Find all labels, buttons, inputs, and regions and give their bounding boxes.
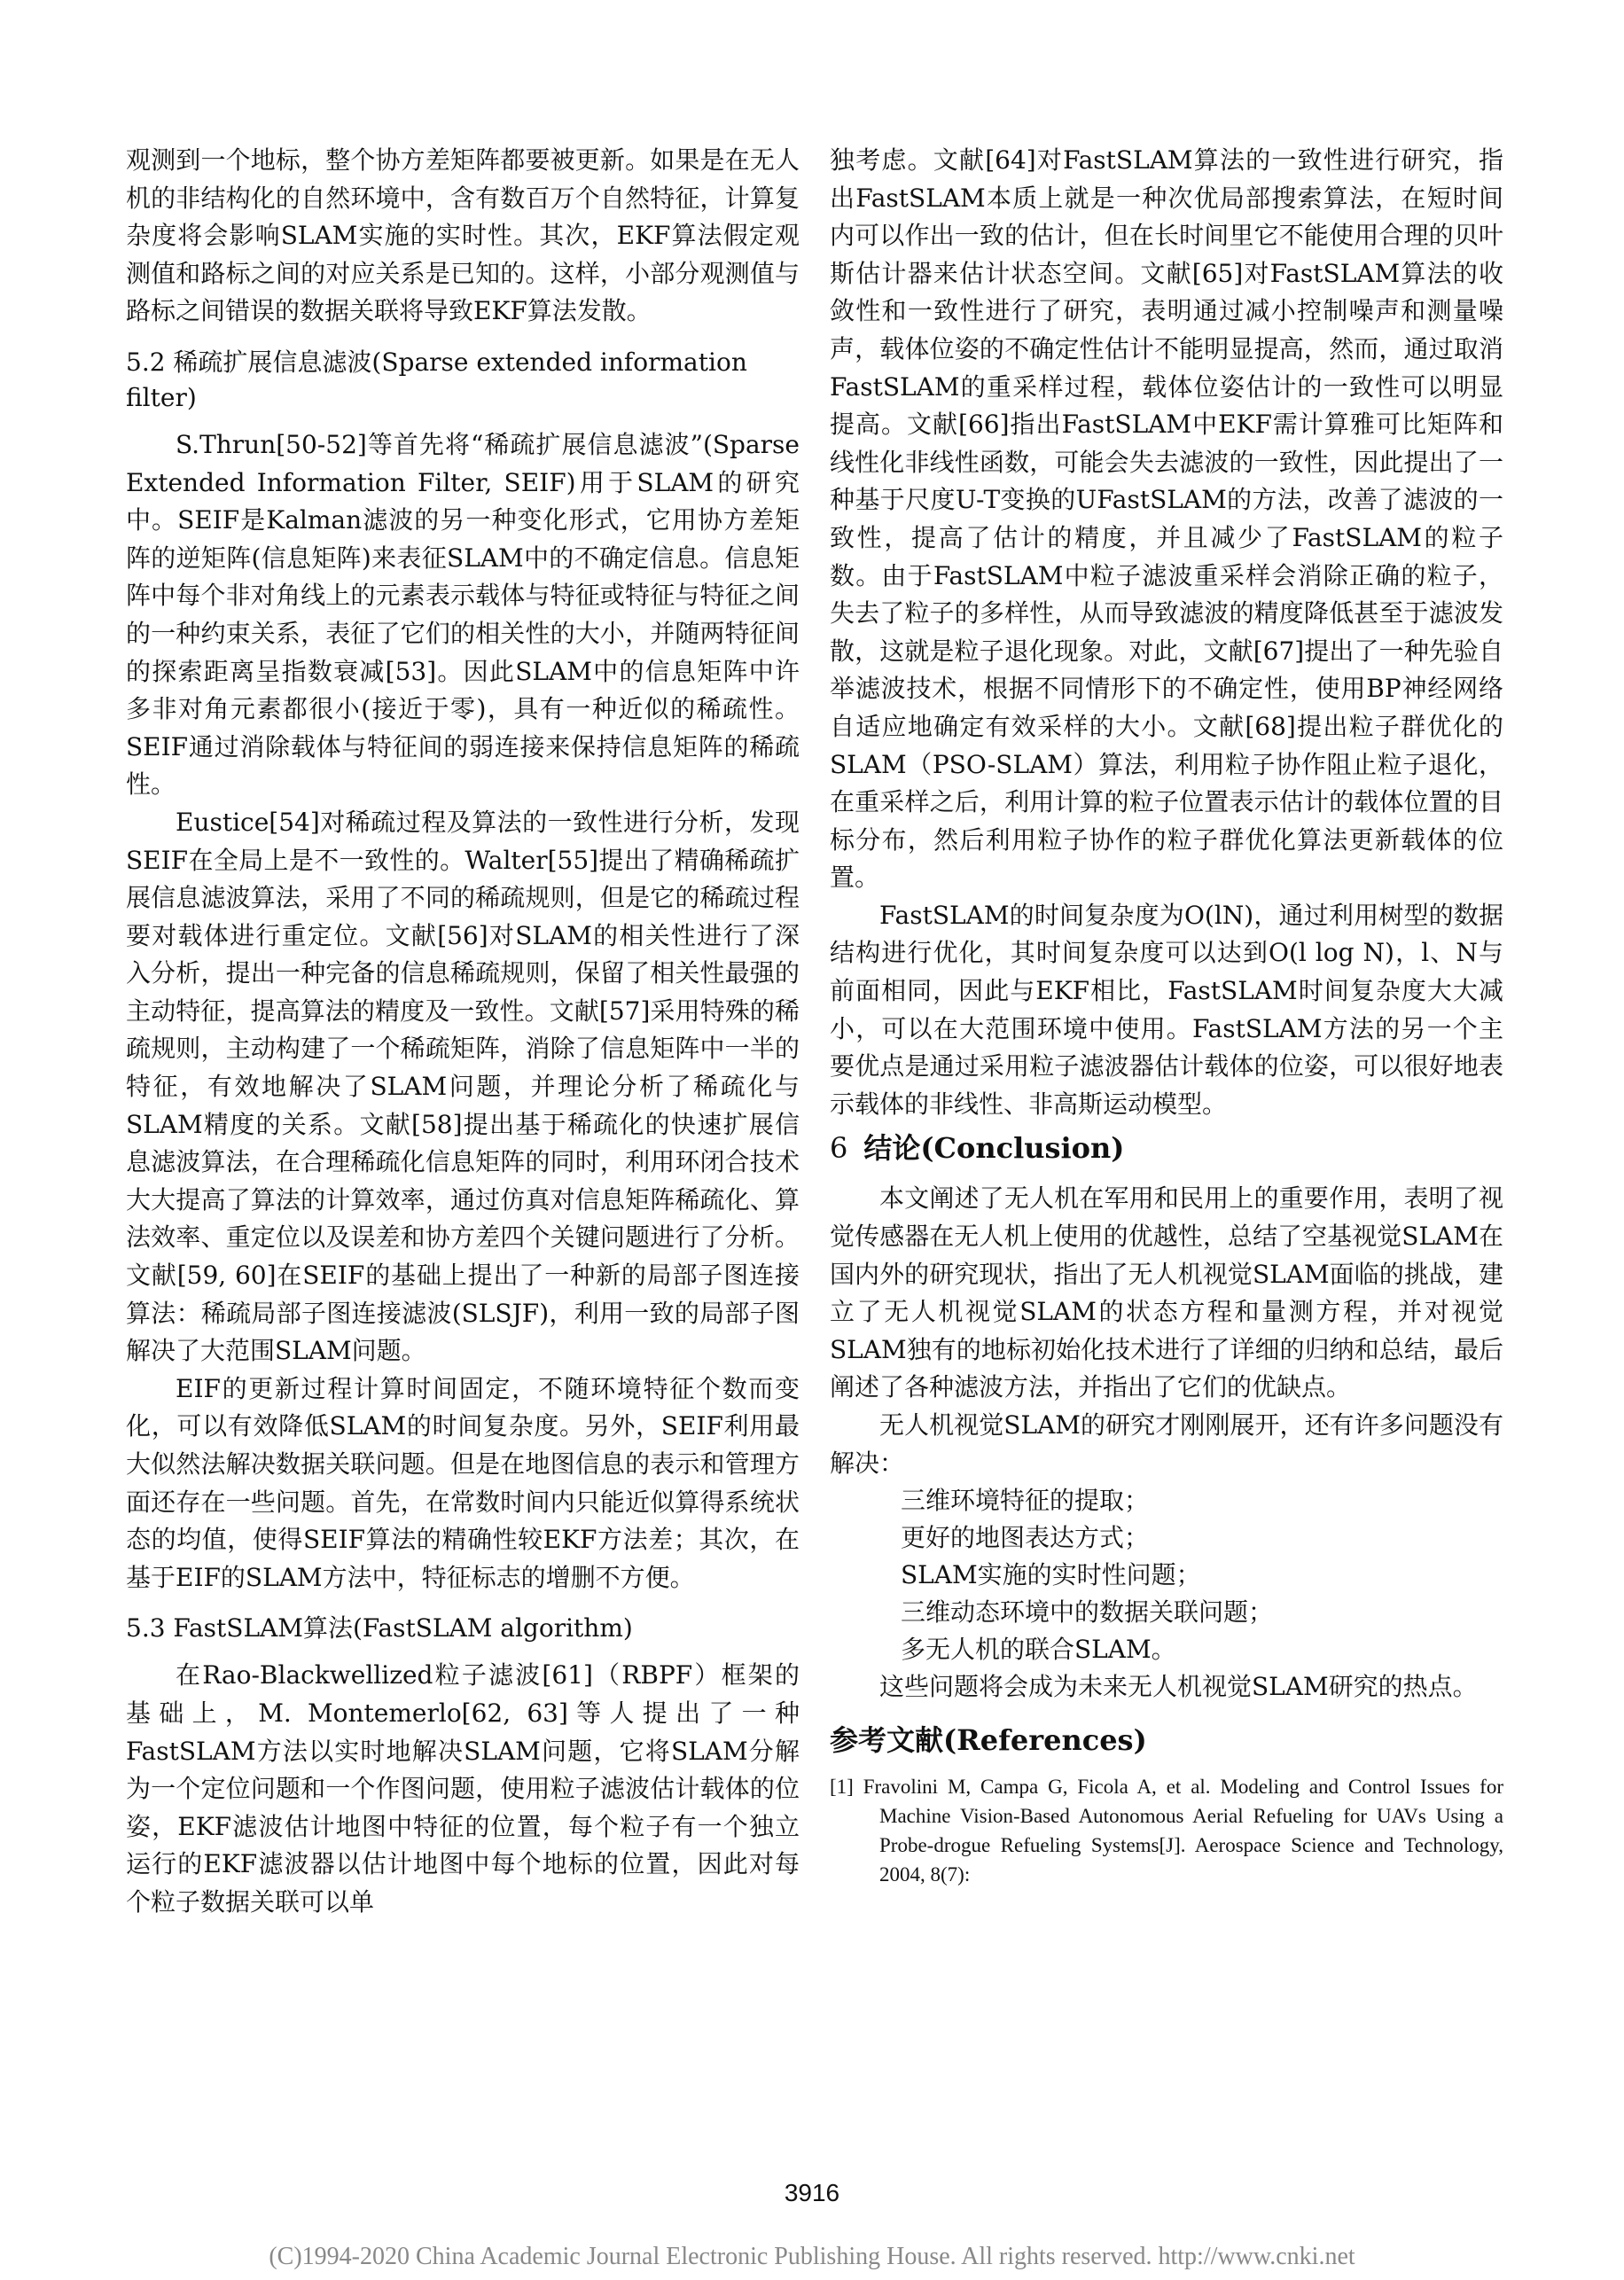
paragraph: FastSLAM的时间复杂度为O(lN)，通过利用树型的数据结构进行优化，其时间复杂度可以达到O(l log N)，l、N与前面相同，因此与EKF相比，FastSLAM时间复杂度大大减小，可以在大范围环境中使用。FastSLAM方法的另一个主要优点是通过采用粒子滤波器估计载体的位姿，可以很好地表示载体的非线性、非高斯运动模型。 [830,900,1503,1119]
paragraph: 观测到一个地标，整个协方差矩阵都要被更新。如果是在无人机的非结构化的自然环境中，含有数百万个自然特征，计算复杂度将会影响SLAM实施的实时性。其次，EKF算法假定观测值和路标之间的对应关系是已知的。这样，小部分观测值与路标之间错误的数据关联将导致EKF算法发散。 [126,145,800,326]
paragraph: 本文阐述了无人机在军用和民用上的重要作用，表明了视觉传感器在无人机上使用的优越性，总结了空基视觉SLAM在国内外的研究现状，指出了无人机视觉SLAM面临的挑战，建立了无人机视觉SLAM的状态方程和量测方程，并对视觉SLAM独有的地标初始化技术进行了详细的归纳和总结，最后阐述了各种滤波方法，并指出了它们的优缺点。 [830,1183,1503,1402]
paragraph: EIF的更新过程计算时间固定，不随环境特征个数而变化，可以有效降低SLAM的时间复杂度。另外，SEIF利用最大似然法解决数据关联问题。但是在地图信息的表示和管理方面还存在一些问题。首先，在常数时间内只能近似算得系统状态的均值，使得SEIF算法的精确性较EKF方法差；其次，在基于EIF的SLAM方法中，特征标志的增删不方便。 [126,1373,800,1592]
paragraph: 在Rao-Blackwellized粒子滤波[61]（RBPF）框架的基础上，M. Montemerlo[62, 63]等人提出了一种FastSLAM方法以实时地解决SLAM问题，它将SLAM分解为一个定位问题和一个作图问题，使用粒子滤波估计载体的位姿，EKF滤波估计地图中特征的位置，每个粒子有一个独立运行的EKF滤波器以估计地图中每个地标的位置，因此对每个粒子数据关联可以单 [126,1660,800,1917]
section-heading-6 [830,1128,1503,1167]
paragraph: Eustice[54]对稀疏过程及算法的一致性进行分析，发现SEIF在全局上是不一致性的。Walter[55]提出了精确稀疏扩展信息滤波算法，采用了不同的稀疏规则，但是它的稀疏过程要对载体进行重定位。文献[56]对SLAM的相关性进行了深入分析，提出一种完备的信息稀疏规则，保留了相关性最强的主动特征，提高算法的精度及一致性。文献[57]采用特殊的稀疏规则，主动构建了一个稀疏矩阵，消除了信息矩阵中一半的特征，有效地解决了SLAM问题，并理论分析了稀疏化与SLAM精度的关系。文献[58]提出基于稀疏化的快速扩展信息滤波算法，在合理稀疏化信息矩阵的同时，利用环闭合技术大大提高了算法的计算效率，通过仿真对信息矩阵稀疏化、算法效率、重定位以及误差和协方差四个关键问题进行了分析。文献[59, 60]在SEIF的基础上提出了一种新的局部子图连接算法：稀疏局部子图连接滤波(SLSJF)，利用一致的局部子图解决了大范围SLAM问题。 [126,807,800,1366]
open-problems-list [830,1482,1503,1668]
section-title: 结论(Conclusion) [863,1131,1125,1166]
paragraph: S.Thrun[50-52]等首先将“稀疏扩展信息滤波”(Sparse Extended Information Filter, SEIF)用于SLAM的研究中。SEIF是Kalman滤波的另一种变化形式，它用协方差矩阵的逆矩阵(信息矩阵)来表征SLAM中的不确定信息。信息矩阵中每个非对角线上的元素表示载体与特征或特征与特征之间的一种约束关系，表征了它们的相关性的大小，并随两特征间的探索距离呈指数衰减[53]。因此SLAM中的信息矩阵中许多非对角元素都很小(接近于零)，具有一种近似的稀疏性。SEIF通过消除载体与特征间的弱连接来保持信息矩阵的稀疏性。 [126,429,800,800]
section-heading-5-3: 5.3 FastSLAM算法(FastSLAM algorithm) [126,1613,633,1644]
section-heading-5-2: 5.2 稀疏扩展信息滤波(Sparse extended information filter) [126,347,747,412]
paragraph: 无人机视觉SLAM的研究才刚刚展开，还有许多问题没有解决： [830,1410,1503,1478]
page-number: 3916 [784,2179,840,2206]
list-item: 多无人机的联合SLAM。 [901,1635,1176,1665]
references-heading: 参考文献(References) [830,1722,1147,1757]
paragraph: 这些问题将会成为未来无人机视觉SLAM研究的热点。 [879,1672,1478,1702]
left-column [126,142,800,1922]
reference-item: [1] Fravolini M, Campa G, Ficola A, et al. Modeling and Control Issues for Machine Vision-Based Autonomous Aerial Refueling for UAVs Using a Probe-drogue Refueling Systems[J]. Aerospace Science and Technology, 2004, 8(7): [830,1775,1503,1886]
list-item: 三维环境特征的提取； [901,1486,1150,1516]
right-column [830,142,1503,1889]
paragraph: 独考虑。文献[64]对FastSLAM算法的一致性进行研究，指出FastSLAM本质上就是一种次优局部搜索算法，在短时间内可以作出一致的估计，但在长时间里它不能使用合理的贝叶斯估计器来估计状态空间。文献[65]对FastSLAM算法的收敛性和一致性进行了研究，表明通过减小控制噪声和测量噪声，载体位姿的不确定性估计不能明显提高，然而，通过取消FastSLAM的重采样过程，载体位姿估计的一致性可以明显提高。文献[66]指出FastSLAM中EKF需计算雅可比矩阵和线性化非线性函数，可能会失去滤波的一致性，因此提出了一种基于尺度U-T变换的UFastSLAM的方法，改善了滤波的一致性，提高了估计的精度，并且减少了FastSLAM的粒子数。由于FastSLAM中粒子滤波重采样会消除正确的粒子，失去了粒子的多样性，从而导致滤波的精度降低甚至于滤波发散，这就是粒子退化现象。对此，文献[67]提出了一种先验自举滤波技术，根据不同情形下的不确定性，使用BP神经网络自适应地确定有效采样的大小。文献[68]提出粒子群优化的SLAM（PSO-SLAM）算法，利用粒子协作阻止粒子退化，在重采样之后，利用计算的粒子位置表示估计的载体位置的目标分布，然后利用粒子协作的粒子群优化算法更新载体的位置。 [830,145,1503,893]
copyright-footer: (C)1994-2020 China Academic Journal Electronic Publishing House. All rights reserved. http://www.cnki.net [269,2243,1355,2270]
list-item: 三维动态环境中的数据关联问题； [901,1597,1274,1628]
list-item: 更好的地图表达方式； [901,1523,1150,1553]
section-number: 6 [830,1131,848,1166]
list-item: SLAM实施的实时性问题； [901,1560,1201,1590]
